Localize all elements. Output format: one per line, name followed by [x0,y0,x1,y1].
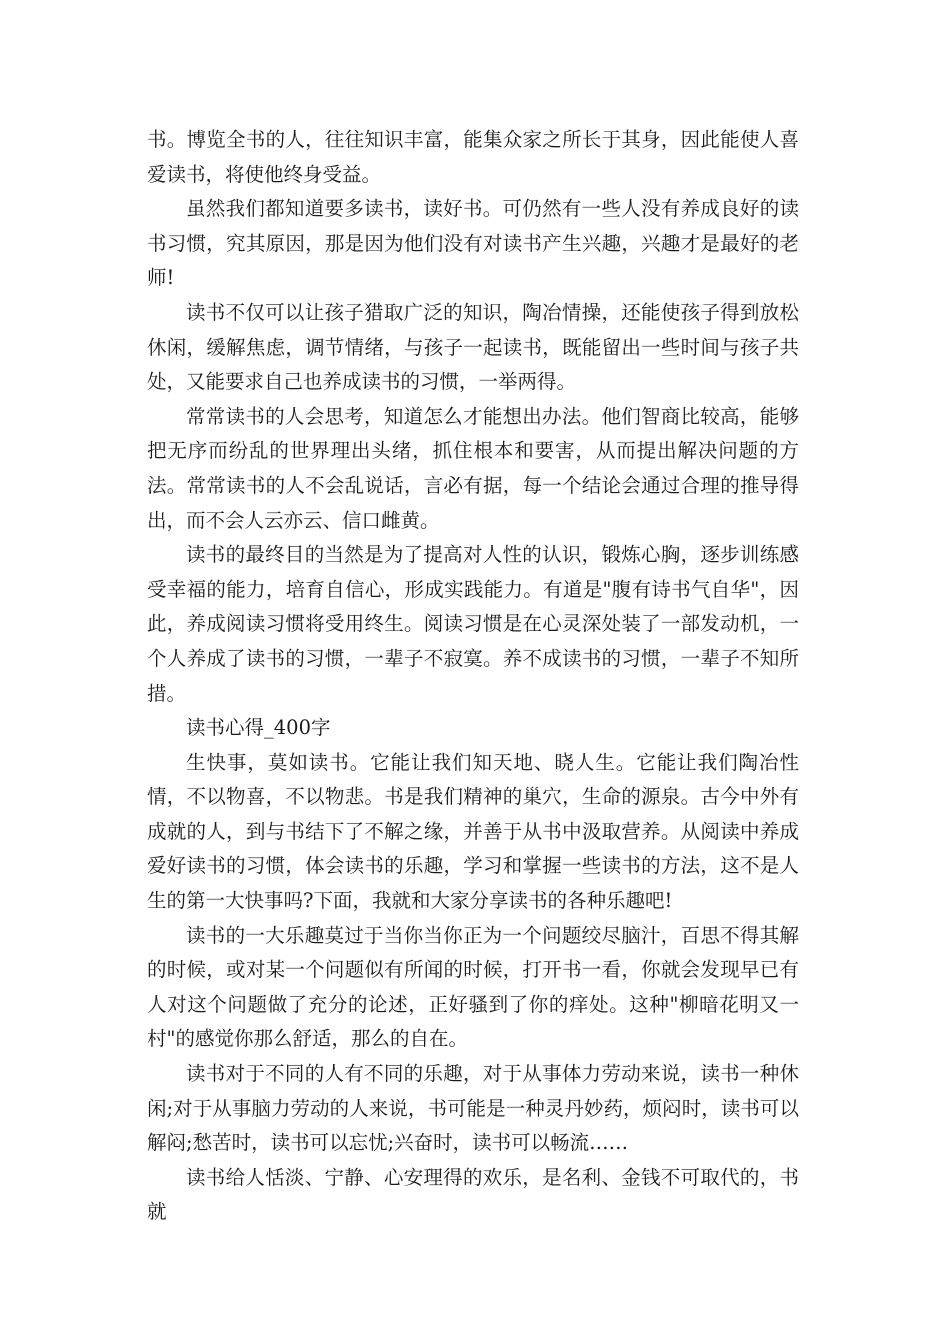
paragraph: 书。博览全书的人，往往知识丰富，能集众家之所长于其身，因此能使人喜爱读书，将使他终身受益。 [147,128,799,186]
paragraph: 生快事，莫如读书。它能让我们知天地、晓人生。它能让我们陶冶性情，不以物喜，不以物悲。书是我们精神的巢穴，生命的源泉。古今中外有成就的人，到与书结下了不解之缘，并善于从书中汲取营养。从阅读中养成爱好读书的习惯，体会读书的乐趣，学习和掌握一些读书的方法，这不是人生的第一大快事吗?下面，我就和大家分享读书的各种乐趣吧! [147,750,799,913]
paragraph: 常常读书的人会思考，知道怎么才能想出办法。他们智商比较高，能够把无序而纷乱的世界理出头绪，抓住根本和要害，从而提出解决问题的方法。常常读书的人不会乱说话，言必有据，每一个结论会通过合理的推导得出，而不会人云亦云、信口雌黄。 [147,404,799,532]
paragraph: 读书对于不同的人有不同的乐趣，对于从事体力劳动来说，读书一种休闲;对于从事脑力劳动的人来说，书可能是一种灵丹妙药，烦闷时，读书可以解闷;愁苦时，读书可以忘忧;兴奋时，读书可以畅流…… [147,1062,799,1155]
paragraph: 读书不仅可以让孩子猎取广泛的知识，陶冶情操，还能使孩子得到放松休闲，缓解焦虑，调节情绪，与孩子一起读书，既能留出一些时间与孩子共处，又能要求自己也养成读书的习惯，一举两得。 [147,300,799,394]
document-body [147,123,799,1230]
paragraph: 虽然我们都知道要多读书，读好书。可仍然有一些人没有养成良好的读书习惯，究其原因，那是因为他们没有对读书产生兴趣，兴趣才是最好的老师! [147,197,799,290]
section-heading: 读书心得_400字 [186,716,331,740]
paragraph: 读书给人恬淡、宁静、心安理得的欢乐，是名利、金钱不可取代的，书就 [147,1165,799,1224]
paragraph: 读书的一大乐趣莫过于当你当你正为一个问题绞尽脑汁，百思不得其解的时候，或对某一个问题似有所闻的时候，打开书一看，你就会发现早已有人对这个问题做了充分的论述，正好骚到了你的痒处。这种"柳暗花明又一村"的感觉你那么舒适，那么的自在。 [147,923,799,1051]
paragraph: 读书的最终目的当然是为了提高对人性的认识，锻炼心胸，逐步训练感受幸福的能力，培育自信心，形成实践能力。有道是"腹有诗书气自华"，因此，养成阅读习惯将受用终生。阅读习惯是在心灵深处装了一部发动机，一个人养成了读书的习惯，一辈子不寂寞。养不成读书的习惯，一辈子不知所措。 [147,543,799,705]
